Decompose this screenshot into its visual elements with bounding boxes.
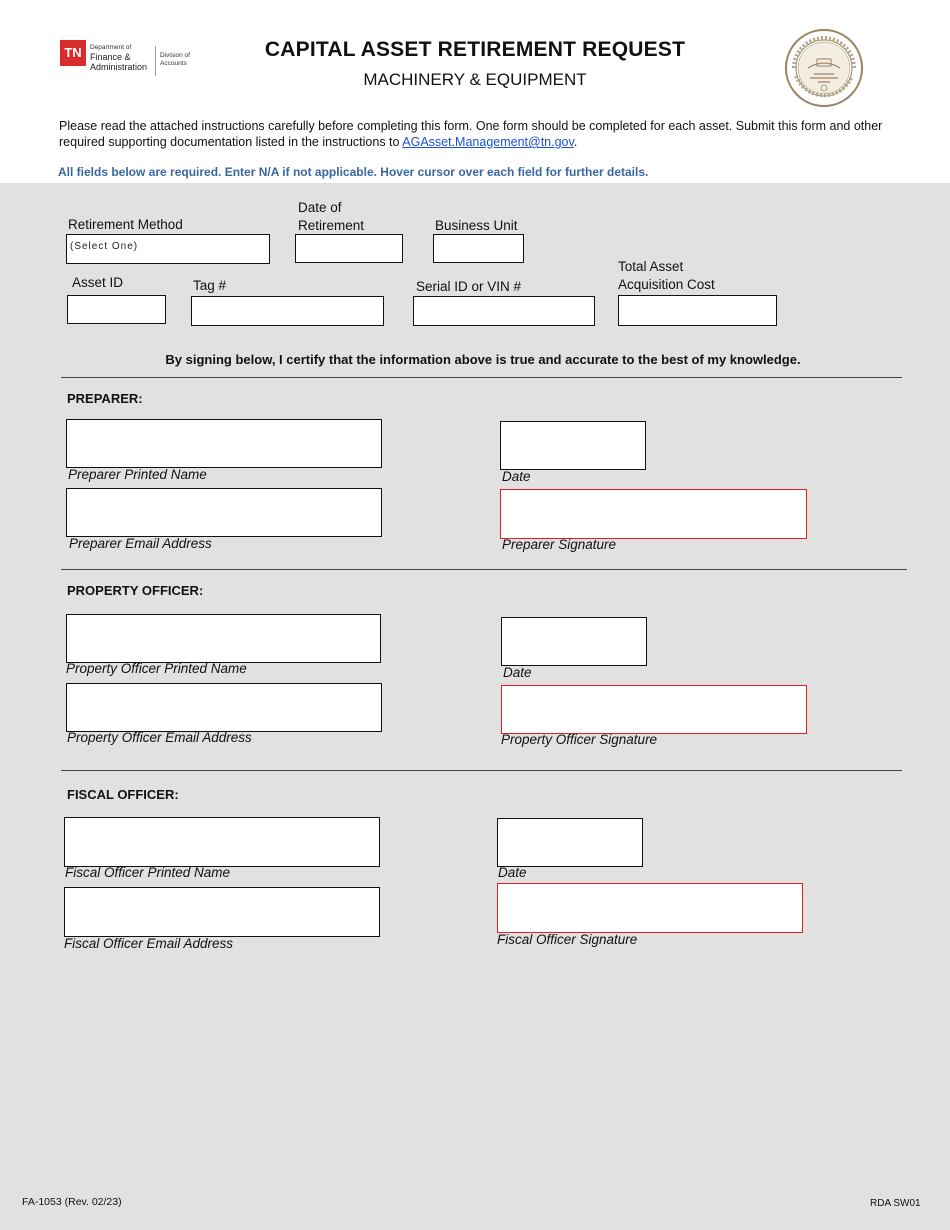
preparer-date-field[interactable] (500, 421, 646, 470)
division-name: Division of Accounts (160, 52, 190, 67)
business-unit-field[interactable] (433, 234, 524, 263)
section-divider (61, 569, 907, 570)
retirement-method-label: Retirement Method (68, 217, 183, 232)
preparer-name-field[interactable] (66, 419, 382, 468)
fiscal-officer-heading: FISCAL OFFICER: (67, 787, 179, 802)
fiscal-officer-email-field[interactable] (64, 887, 380, 937)
property-officer-date-label: Date (503, 665, 532, 680)
form-subtitle: MACHINERY & EQUIPMENT (363, 70, 587, 89)
date-of-retirement-label: Date of Retirement (298, 200, 365, 233)
date-of-retirement-field[interactable] (295, 234, 403, 263)
preparer-heading: PREPARER: (67, 391, 143, 406)
serial-id-label: Serial ID or VIN # (416, 279, 522, 294)
property-officer-email-label: Property Officer Email Address (67, 730, 252, 745)
fiscal-officer-signature-field[interactable] (497, 883, 803, 933)
required-fields-note: All fields below are required. Enter N/A if not applicable. Hover cursor over each field for further details. (58, 165, 649, 179)
property-officer-date-field[interactable] (501, 617, 647, 666)
fiscal-officer-name-field[interactable] (64, 817, 380, 867)
property-officer-email-field[interactable] (66, 683, 382, 732)
form-number: FA-1053 (Rev. 02/23) (22, 1196, 122, 1208)
property-officer-name-label: Property Officer Printed Name (66, 661, 247, 676)
property-officer-signature-field[interactable] (501, 685, 807, 734)
email-link[interactable]: AGAsset.Management@tn.gov (402, 135, 574, 149)
fiscal-officer-date-field[interactable] (497, 818, 643, 867)
fiscal-officer-signature-label: Fiscal Officer Signature (497, 932, 638, 947)
total-cost-field[interactable] (618, 295, 777, 326)
property-officer-heading: PROPERTY OFFICER: (67, 583, 204, 598)
preparer-email-field[interactable] (66, 488, 382, 537)
fiscal-officer-email-label: Fiscal Officer Email Address (64, 936, 234, 951)
tag-label: Tag # (193, 278, 227, 293)
fiscal-officer-date-label: Date (498, 865, 527, 880)
certification-statement: By signing below, I certify that the information above is true and accurate to the best of my knowledge. (165, 352, 801, 367)
section-divider (61, 770, 902, 771)
preparer-email-label: Preparer Email Address (69, 536, 212, 551)
property-officer-signature-label: Property Officer Signature (501, 732, 658, 747)
preparer-name-label: Preparer Printed Name (68, 467, 207, 482)
serial-id-field[interactable] (413, 296, 595, 326)
form-title: CAPITAL ASSET RETIREMENT REQUEST (264, 38, 686, 61)
preparer-signature-field[interactable] (500, 489, 807, 539)
preparer-date-label: Date (502, 469, 531, 484)
state-seal-icon (784, 28, 864, 108)
asset-id-field[interactable] (67, 295, 166, 324)
property-officer-name-field[interactable] (66, 614, 381, 663)
asset-id-label: Asset ID (72, 275, 124, 290)
total-cost-label: Total Asset Acquisition Cost (618, 259, 715, 292)
instructions-text: Please read the attached instructions carefully before completing this form. One form should be completed for each asset. Submit this form and other required supporting documentation listed in the instructions to AGAsset.Management@tn.gov. (59, 119, 883, 149)
form-code: RDA SW01 (870, 1198, 921, 1209)
tag-field[interactable] (191, 296, 384, 326)
department-name: Department of Finance & Administration (90, 44, 148, 72)
retirement-method-select[interactable]: (Select One) (66, 234, 270, 264)
tn-logo-mark: TN (60, 40, 86, 66)
business-unit-label: Business Unit (435, 218, 518, 233)
fiscal-officer-name-label: Fiscal Officer Printed Name (65, 865, 231, 880)
preparer-signature-label: Preparer Signature (502, 537, 617, 552)
section-divider (61, 377, 902, 378)
